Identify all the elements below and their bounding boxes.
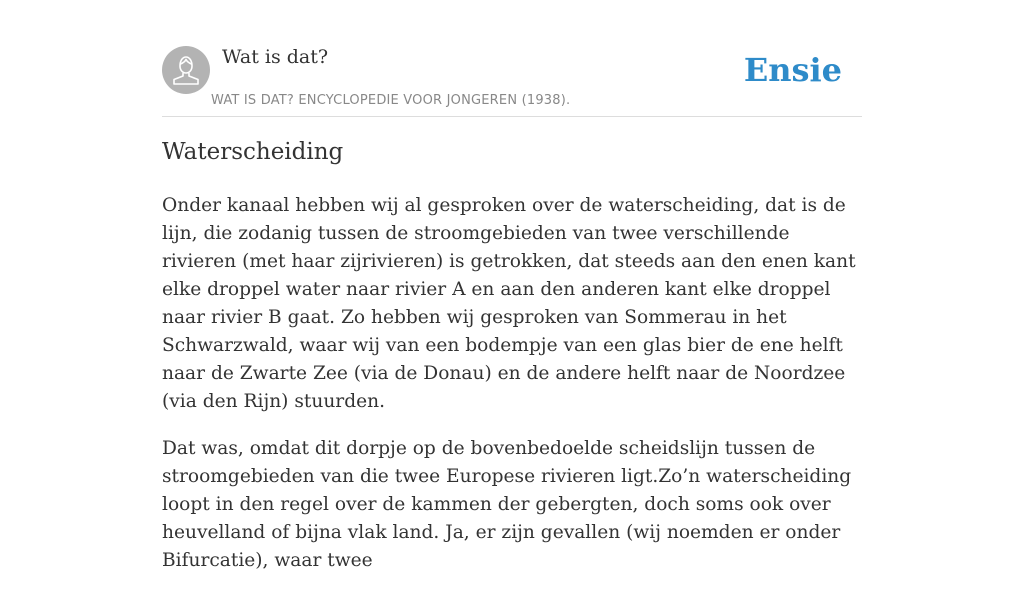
source-subtitle: WAT IS DAT? ENCYCLOPEDIE VOOR JONGEREN (1938). xyxy=(211,93,571,108)
source-header xyxy=(162,46,862,117)
article-title: Waterscheiding xyxy=(162,139,344,165)
article-paragraph-2: Dat was, omdat dit dorpje op de bovenbedoelde scheidslijn tussen de stroomgebieden van die twee Europese rivieren ligt.Zo’n waterscheiding loopt in den regel over de kammen der gebergten, doch soms ook over heuvelland of bijna vlak land. Ja, er zijn gevallen (wij noemden er onder Bifurcatie), waar twee xyxy=(162,438,852,571)
source-title[interactable]: Wat is dat? xyxy=(222,46,329,68)
user-avatar-icon[interactable] xyxy=(162,46,210,94)
article-body xyxy=(162,192,862,594)
ensie-logo-link[interactable]: Ensie xyxy=(743,51,842,89)
article-paragraph-1: Onder kanaal hebben wij al gesproken over de waterscheiding, dat is de lijn, die zodanig tussen de stroomgebieden van twee verschillende rivieren (met haar zijrivieren) is getrokken, dat steeds aan den enen kant elke droppel water naar rivier A en aan den anderen kant elke droppel naar rivier B gaat. Zo hebben wij gesproken van Sommerau in het Schwarzwald, waar wij van een bodempje van een glas bier de ene helft naar de Zwarte Zee (via de Donau) en de andere helft naar de Noordzee (via den Rijn) stuurden. xyxy=(162,195,856,412)
